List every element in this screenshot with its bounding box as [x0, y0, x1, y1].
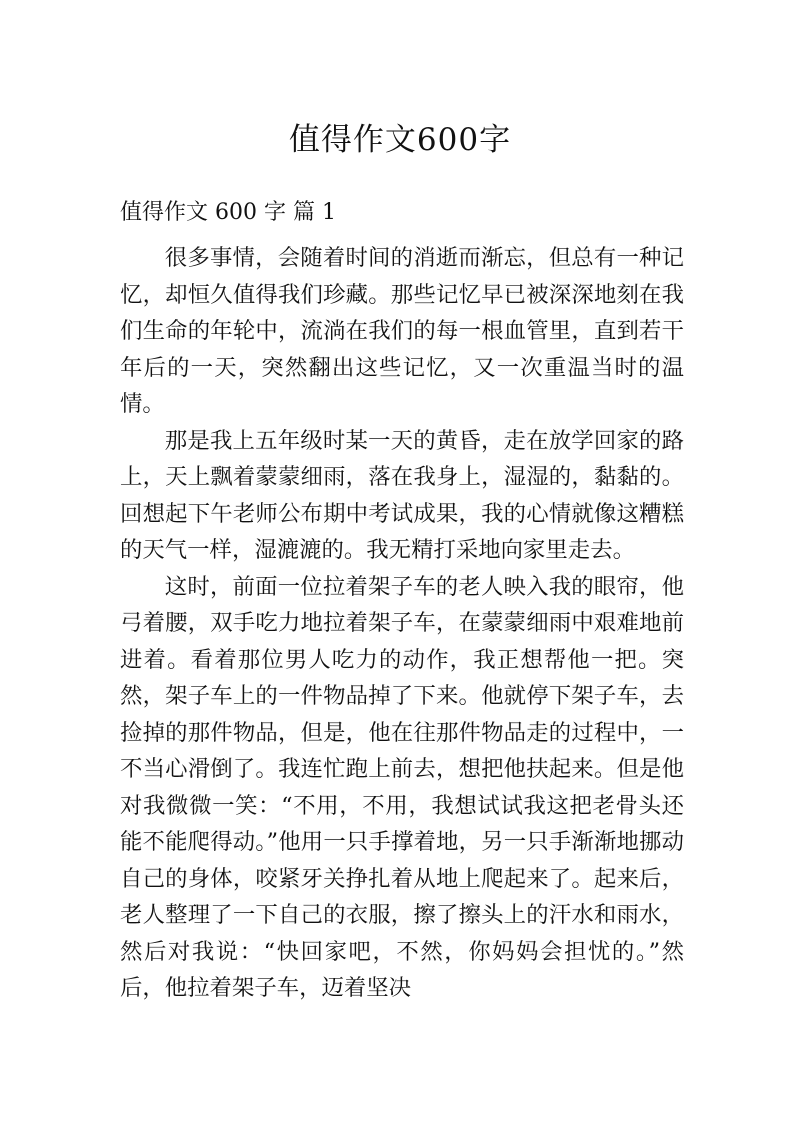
paragraph-3: 这时，前面一位拉着架子车的老人映入我的眼帘，他弓着腰，双手吃力地拉着架子车，在蒙蒙细雨中艰难地前进着。看着那位男人吃力的动作，我正想帮他一把。突然，架子车上的一件物品掉了下来。他就停下架子车，去捡掉的那件物品，但是，他在往那件物品走的过程中，一不当心滑倒了。我连忙跑上前去，想把他扶起来。但是他对我微微一笑：“不用，不用，我想试试我这把老骨头还能不能爬得动。”他用一只手撑着地，另一只手渐渐地挪动自己的身体，咬紧牙关挣扎着从地上爬起来了。起来后，老人整理了一下自己的衣服，擦了擦头上的汗水和雨水，然后对我说：“快回家吧，不然，你妈妈会担忧的。”然后，他拉着架子车，迈着坚决	[120, 573, 684, 1001]
section-heading: 值得作文 600 字 篇 1	[120, 200, 336, 225]
document-title: 值得作文600字	[288, 122, 512, 158]
paragraph-2: 那是我上五年级时某一天的黄昏，走在放学回家的路上，天上飘着蒙蒙细雨，落在我身上，湿湿的，黏黏的。回想起下午老师公布期中考试成果，我的心情就像这糟糕的天气一样，湿漉漉的。我无精打采地向家里走去。	[120, 427, 684, 563]
paragraph-1: 很多事情，会随着时间的消逝而渐忘，但总有一种记忆，却恒久值得我们珍藏。那些记忆早已被深深地刻在我们生命的年轮中，流淌在我们的每一根血管里，直到若干年后的一天，突然翻出这些记忆，又一次重温当时的温情。	[120, 245, 684, 417]
document-body	[120, 240, 684, 1007]
